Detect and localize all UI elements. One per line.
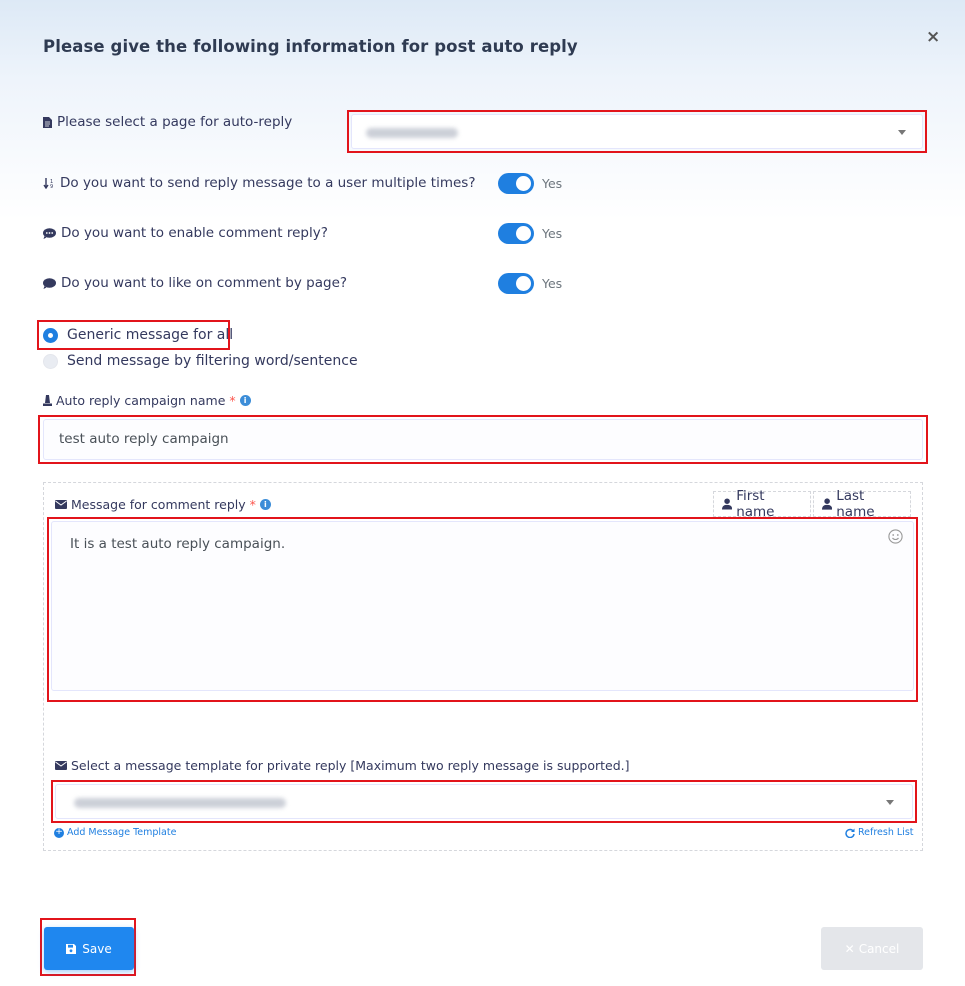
last-name-button[interactable] <box>813 488 911 520</box>
refresh-list-link[interactable] <box>845 827 914 838</box>
first-name-button[interactable] <box>713 488 811 520</box>
template-label-text: Select a message template for private reply [Maximum two reply message is supported.] <box>71 758 630 773</box>
add-template-link-text: Add Message Template <box>67 827 177 838</box>
page-select-dropdown[interactable] <box>351 114 923 149</box>
save-icon <box>66 944 76 954</box>
comment-reply-label <box>55 497 271 512</box>
template-select-value-blurred <box>74 798 286 808</box>
comment-message-text: It is a test auto reply campaign. <box>70 536 286 552</box>
like-comment-toggle[interactable] <box>498 273 534 294</box>
toggle-row-comment-reply-text: Do you want to enable comment reply? <box>61 225 328 241</box>
cancel-button[interactable] <box>821 927 923 970</box>
comment-reply-toggle-state: Yes <box>542 226 563 241</box>
template-select-dropdown[interactable] <box>55 784 913 819</box>
plus-circle-icon: + <box>55 827 63 837</box>
cancel-button-label: Cancel <box>858 941 900 956</box>
first-name-button-label: First name <box>736 488 775 520</box>
comment-dots-icon <box>43 228 56 239</box>
refresh-list-link-text: Refresh List <box>858 827 914 838</box>
comment-icon <box>43 278 56 289</box>
page-select-label-text: Please select a page for auto-reply <box>57 114 293 130</box>
sort-icon <box>43 177 55 189</box>
campaign-name-label <box>43 393 251 408</box>
emoji-icon[interactable] <box>888 529 903 544</box>
close-icon: ✕ <box>844 941 855 956</box>
chevron-down-icon <box>886 800 894 805</box>
generic-message-radio[interactable] <box>43 328 58 343</box>
modal-title: Please give the following information for post auto reply <box>43 37 578 56</box>
comment-reply-label-text: Message for comment reply <box>71 497 246 512</box>
chevron-down-icon <box>898 130 906 135</box>
campaign-name-label-text: Auto reply campaign name <box>56 393 226 408</box>
user-icon <box>722 498 732 510</box>
filter-message-radio[interactable] <box>43 354 58 369</box>
monument-icon <box>43 395 52 406</box>
info-icon[interactable]: i <box>260 499 271 510</box>
template-label <box>55 758 629 773</box>
multiple-reply-toggle-state: Yes <box>542 176 563 191</box>
filter-message-label[interactable]: Send message by filtering word/sentence <box>67 353 358 369</box>
file-icon <box>43 117 52 128</box>
envelope-icon <box>55 500 67 509</box>
multiple-reply-toggle[interactable] <box>498 173 534 194</box>
add-template-link[interactable] <box>54 827 176 838</box>
required-marker: * <box>249 497 256 512</box>
envelope-icon <box>55 761 67 770</box>
like-comment-toggle-state: Yes <box>542 276 563 291</box>
campaign-name-input[interactable]: test auto reply campaign <box>43 419 923 460</box>
svg-text:9: 9 <box>50 184 54 189</box>
refresh-icon <box>845 828 855 838</box>
required-marker: * <box>229 393 236 408</box>
info-icon[interactable]: i <box>240 395 251 406</box>
generic-message-label[interactable]: Generic message for all <box>67 327 234 343</box>
save-button-label: Save <box>82 941 112 956</box>
user-icon <box>822 498 832 510</box>
comment-reply-toggle[interactable] <box>498 223 534 244</box>
toggle-row-like-text: Do you want to like on comment by page? <box>61 275 348 291</box>
svg-text:1: 1 <box>50 179 54 185</box>
close-icon[interactable]: × <box>926 27 941 47</box>
toggle-row-multiple-text: Do you want to send reply message to a user multiple times? <box>60 175 476 191</box>
last-name-button-label: Last name <box>836 488 875 520</box>
save-button[interactable] <box>44 927 134 970</box>
comment-message-textarea[interactable] <box>51 521 914 691</box>
toggle-row-multiple-label <box>43 175 475 191</box>
toggle-row-comment-reply-label <box>43 225 328 241</box>
page-select-label <box>43 114 292 130</box>
toggle-row-like-label <box>43 275 347 291</box>
page-select-value-blurred <box>366 128 458 138</box>
